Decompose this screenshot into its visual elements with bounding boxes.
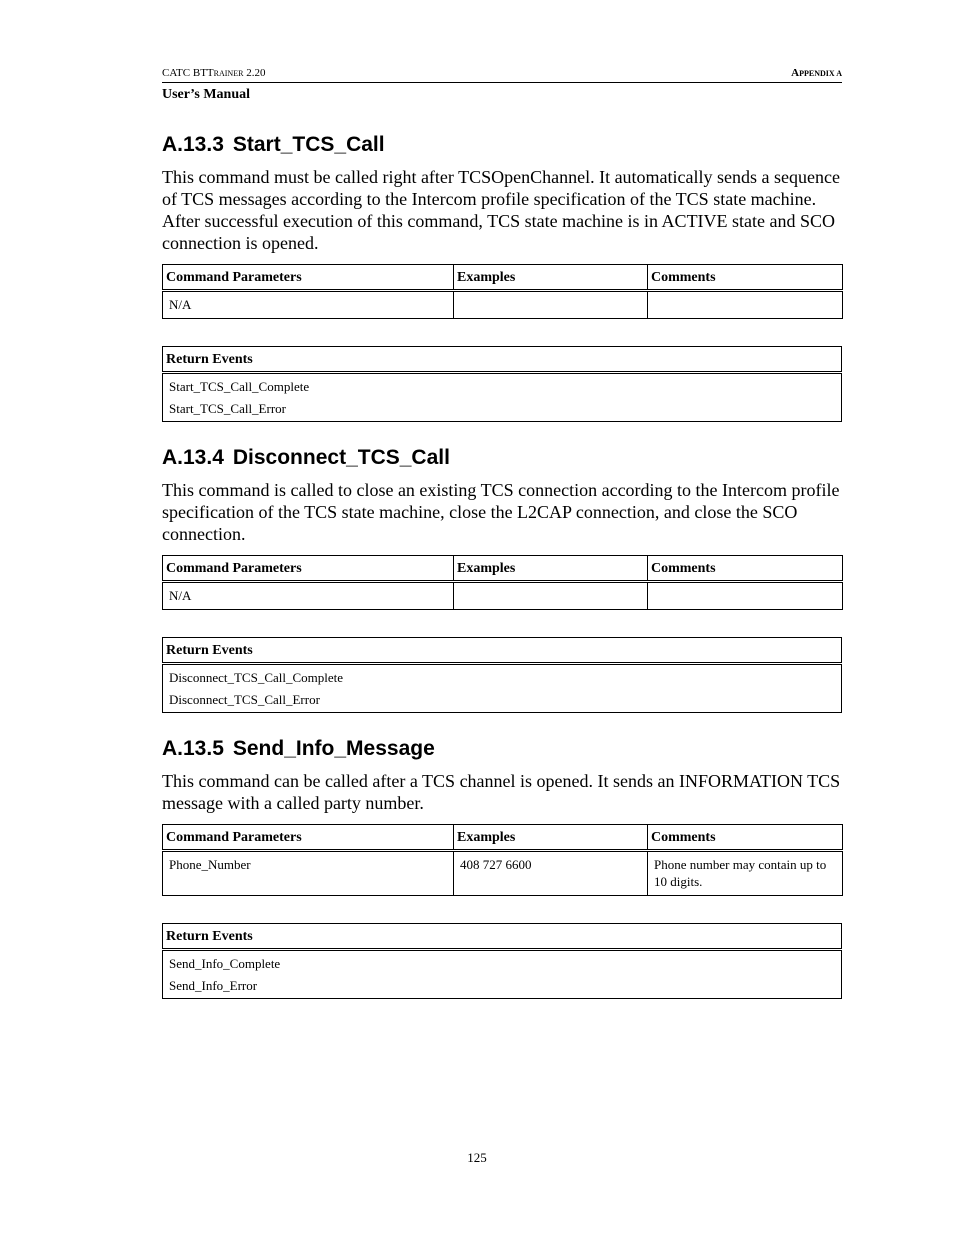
section-heading: A.13.5 Send_Info_Message — [162, 737, 435, 760]
command-parameters-table — [162, 555, 843, 610]
section-text: This command must be called right after TCSOpenChannel. It automatically sends a sequence of TCS messages according to the Intercom profile specification of the TCS state machine. After successful execution of this command, TCS state machine is in ACTIVE state and SCO connection is opened. — [162, 167, 840, 253]
appendix-label: APPENDIX A — [791, 67, 842, 79]
return-events-table — [162, 923, 842, 999]
running-header — [162, 66, 842, 83]
event-cell: Send_Info_Error — [163, 974, 842, 999]
table-row — [163, 373, 842, 398]
table-row — [163, 974, 842, 999]
comment-cell — [648, 291, 843, 319]
event-cell: Disconnect_TCS_Call_Complete — [163, 664, 842, 689]
command-parameters-table — [162, 824, 843, 896]
section-heading: A.13.3 Start_TCS_Call — [162, 133, 385, 156]
col-command-parameters: Command Parameters — [163, 265, 454, 291]
col-comments: Comments — [648, 265, 843, 291]
table-row — [163, 664, 842, 689]
table-row — [163, 688, 842, 713]
param-cell: N/A — [163, 582, 454, 610]
param-cell: Phone_Number — [163, 851, 454, 896]
example-cell: 408 727 6600 — [454, 851, 648, 896]
example-cell — [454, 291, 648, 319]
table-row — [163, 851, 843, 896]
event-cell: Disconnect_TCS_Call_Error — [163, 688, 842, 713]
section-text: This command can be called after a TCS channel is opened. It sends an INFORMATION TCS message with a called party number. — [162, 771, 841, 813]
page — [162, 66, 842, 999]
comment-cell: Phone number may contain up to 10 digits. — [648, 851, 843, 896]
section-heading: A.13.4 Disconnect_TCS_Call — [162, 446, 450, 469]
col-return-events: Return Events — [163, 924, 842, 950]
col-comments: Comments — [648, 556, 843, 582]
col-return-events: Return Events — [163, 347, 842, 373]
section-disconnect-tcs-call — [162, 446, 842, 713]
col-comments: Comments — [648, 825, 843, 851]
col-return-events: Return Events — [163, 638, 842, 664]
section-start-tcs-call — [162, 133, 842, 422]
page-number: 125 — [467, 1150, 487, 1165]
return-events-table — [162, 637, 842, 713]
param-cell: N/A — [163, 291, 454, 319]
event-cell: Start_TCS_Call_Complete — [163, 373, 842, 398]
section-text: This command is called to close an existing TCS connection according to the Intercom profile specification of the TCS state machine, close the L2CAP connection, and close the SCO connection. — [162, 480, 840, 544]
table-row — [163, 291, 843, 319]
col-examples: Examples — [454, 265, 648, 291]
col-command-parameters: Command Parameters — [163, 556, 454, 582]
comment-cell — [648, 582, 843, 610]
event-cell: Send_Info_Complete — [163, 950, 842, 975]
col-examples: Examples — [454, 825, 648, 851]
col-command-parameters: Command Parameters — [163, 825, 454, 851]
table-row — [163, 397, 842, 422]
table-row — [163, 582, 843, 610]
event-cell: Start_TCS_Call_Error — [163, 397, 842, 422]
return-events-table — [162, 346, 842, 422]
section-send-info-message — [162, 737, 842, 999]
product-name: CATC BTTRAINER 2.20 — [162, 67, 266, 79]
manual-subtitle: User’s Manual — [162, 87, 251, 102]
example-cell — [454, 582, 648, 610]
command-parameters-table — [162, 264, 843, 319]
col-examples: Examples — [454, 556, 648, 582]
table-row — [163, 950, 842, 975]
